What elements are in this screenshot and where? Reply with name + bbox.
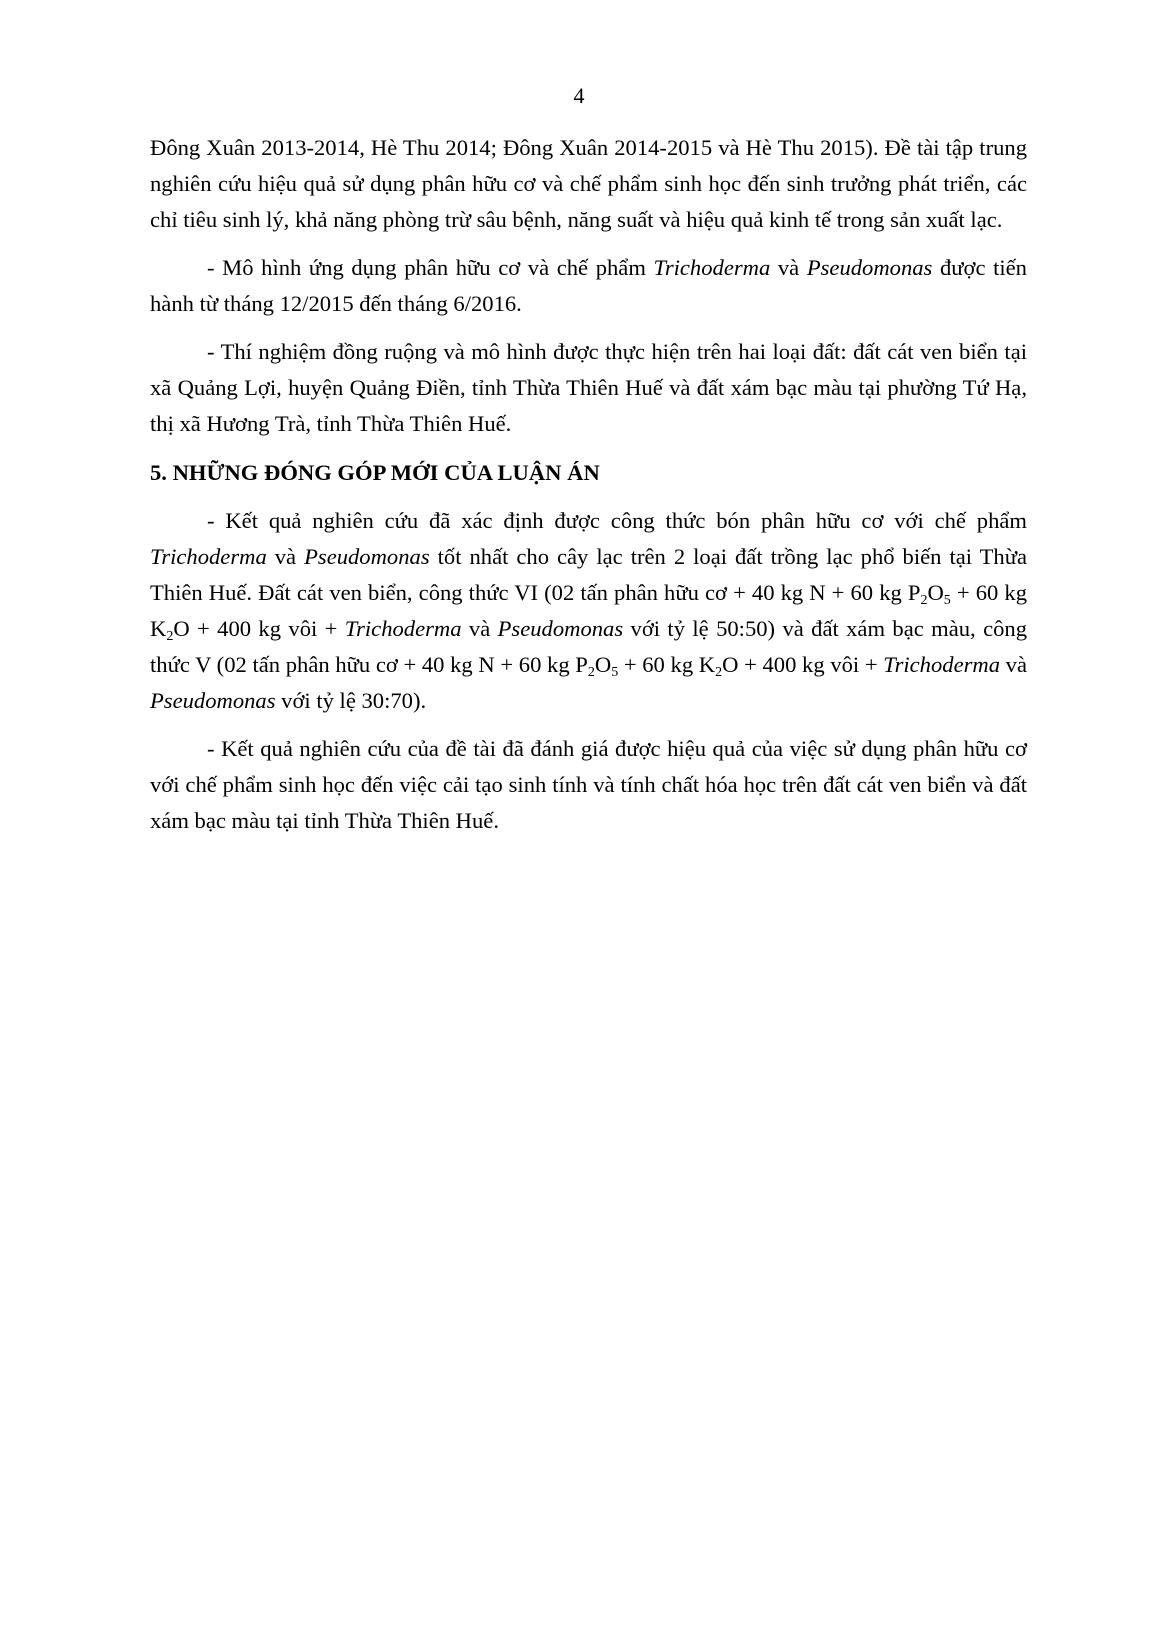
document-body — [150, 130, 1027, 851]
page-number: 4 — [573, 83, 585, 108]
paragraph-contribution-2: - Kết quả nghiên cứu của đề tài đã đánh giá được hiệu quả của việc sử dụng phân hữu cơ với chế phẩm sinh học đến việc cải tạo sinh tính và tính chất hóa học trên đất cát ven biển và đất xám bạc màu tại tỉnh Thừa Thiên Huế. — [150, 736, 1027, 833]
paragraph-contribution-1: - Kết quả nghiên cứu đã xác định được công thức bón phân hữu cơ với chế phẩm Trichoderma và Pseudomonas tốt nhất cho cây lạc trên 2 loại đất trồng lạc phổ biến tại Thừa Thiên Huế. Đất cát ven biển, công thức VI (02 tấn phân hữu cơ + 40 kg N + 60 kg $P_2O_5 + 60$ kg $K_2O + 400$ kg vôi + Trichoderma và Pseudomonas với tỷ lệ 50:50) và đất xám bạc màu, công thức V (02 tấn phân hữu cơ + 40 kg N + 60 kg $P_2O_5 + 60$ kg $K_2O + 400$ kg vôi + Trichoderma và Pseudomonas với tỷ lệ 30:70). — [150, 508, 1028, 713]
paragraph-field-experiment: - Thí nghiệm đồng ruộng và mô hình được thực hiện trên hai loại đất: đất cát ven biển tại xã Quảng Lợi, huyện Quảng Điền, tỉnh Thừa Thiên Huế và đất xám bạc màu tại phường Tứ Hạ, thị xã Hương Trà, tỉnh Thừa Thiên Huế. — [150, 339, 1027, 436]
paragraph-continuation: Đông Xuân 2013-2014, Hè Thu 2014; Đông Xuân 2014-2015 và Hè Thu 2015). Đề tài tập trung nghiên cứu hiệu quả sử dụng phân hữu cơ và chế phẩm sinh học đến sinh trưởng phát triển, các chỉ tiêu sinh lý, khả năng phòng trừ sâu bệnh, năng suất và hiệu quả kinh tế trong sản xuất lạc. — [150, 135, 1027, 232]
section-heading: 5. NHỮNG ĐÓNG GÓP MỚI CỦA LUẬN ÁN — [150, 460, 600, 485]
paragraph-model: - Mô hình ứng dụng phân hữu cơ và chế phẩm Trichoderma và Pseudomonas được tiến hành từ tháng 12/2015 đến tháng 6/2016. — [150, 255, 1027, 316]
